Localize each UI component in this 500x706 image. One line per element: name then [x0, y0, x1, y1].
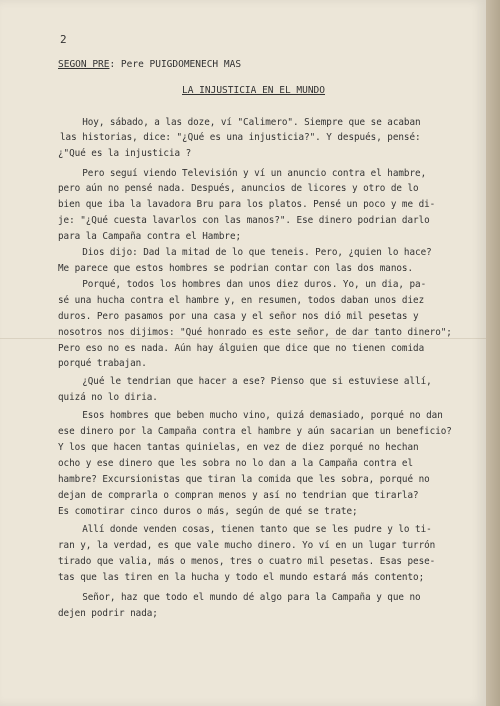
- body-line: dejan de comprarla o compran menos y así no tendrian que tirarla?: [58, 490, 419, 501]
- page-edge: [486, 0, 500, 706]
- body-line: Pero eso no es nada. Aún hay álguien que dice que no tienen comida: [58, 343, 425, 354]
- body-line: Hoy, sábado, a las doze, ví "Calimero". Siempre que se acaban: [60, 117, 421, 128]
- body-line: je: "¿Qué cuesta lavarlos con las manos?". Ese dinero podrian darlo: [58, 215, 430, 226]
- body-line: tirado que valia, más o menos, tres o cuatro mil pesetas. Esas pese-: [58, 556, 436, 567]
- page-title: LA INJUSTICIA EN EL MUNDO: [182, 85, 325, 96]
- author-prefix: SEGON PRE: [58, 59, 110, 70]
- body-line: ¿Qué le tendrian que hacer a ese? Pienso que si estuviese allí,: [60, 376, 432, 387]
- body-line: hambre? Excursionistas que tiran la comida que les sobra, porqué no: [58, 474, 430, 485]
- body-line: tas que las tiren en la hucha y todo el mundo estará más contento;: [58, 572, 425, 583]
- body-line: Dios dijo: Dad la mitad de lo que teneis. Pero, ¿quien lo hace?: [60, 247, 432, 258]
- body-line: Señor, haz que todo el mundo dé algo para la Campaña y que no: [60, 592, 421, 603]
- body-line: Es comotirar cinco duros o más, según de qué se trate;: [58, 506, 358, 517]
- body-line: duros. Pero pasamos por una casa y el señor nos dió mil pesetas y: [58, 311, 419, 322]
- body-line: ocho y ese dinero que les sobra no lo dan a la Campaña contra el: [58, 458, 414, 469]
- body-line: bien que iba la lavadora Bru para los platos. Pensé un poco y me di-: [58, 199, 436, 210]
- body-line: ran y, la verdad, es que vale mucho dinero. Yo ví en un lugar turrón: [58, 540, 436, 551]
- body-line: pero aún no pensé nada. Después, anuncios de licores y otro de lo: [58, 183, 419, 194]
- body-line: las historias, dice: "¿Qué es una injusticia?". Y después, pensé:: [60, 132, 421, 143]
- body-line: para la Campaña contra el Hambre;: [58, 231, 242, 242]
- body-line: sé una hucha contra el hambre y, en resumen, todos daban unos diez: [58, 295, 425, 306]
- body-line: Y los que hacen tantas quinielas, en vez de diez porqué no hechan: [58, 442, 419, 453]
- body-line: Pero seguí viendo Televisión y ví un anuncio contra el hambre,: [60, 168, 427, 179]
- page-number: 2: [60, 33, 67, 46]
- body-line: quizá no lo diria.: [58, 392, 158, 403]
- paper-fold: [0, 338, 486, 339]
- author-name: : Pere PUIGDOMENECH MAS: [109, 59, 242, 70]
- body-line: ¿"Qué es la injusticia ?: [58, 148, 192, 159]
- body-line: dejen podrir nada;: [58, 608, 158, 619]
- body-line: Esos hombres que beben mucho vino, quizá demasiado, porqué no dan: [60, 410, 443, 421]
- body-line: nosotros nos dijimos: "Qué honrado es este señor, de dar tanto dinero";: [58, 327, 452, 338]
- body-line: Porqué, todos los hombres dan unos diez duros. Yo, un dia, pa-: [60, 279, 427, 290]
- author-line: [58, 59, 241, 70]
- body-line: Me parece que estos hombres se podrian contar con las dos manos.: [58, 263, 414, 274]
- body-line: porqué trabajan.: [58, 358, 147, 369]
- body-line: Allí donde venden cosas, tienen tanto que se les pudre y lo ti-: [60, 524, 432, 535]
- body-line: ese dinero por la Campaña contra el hambre y aún sacarian un beneficio?: [58, 426, 452, 437]
